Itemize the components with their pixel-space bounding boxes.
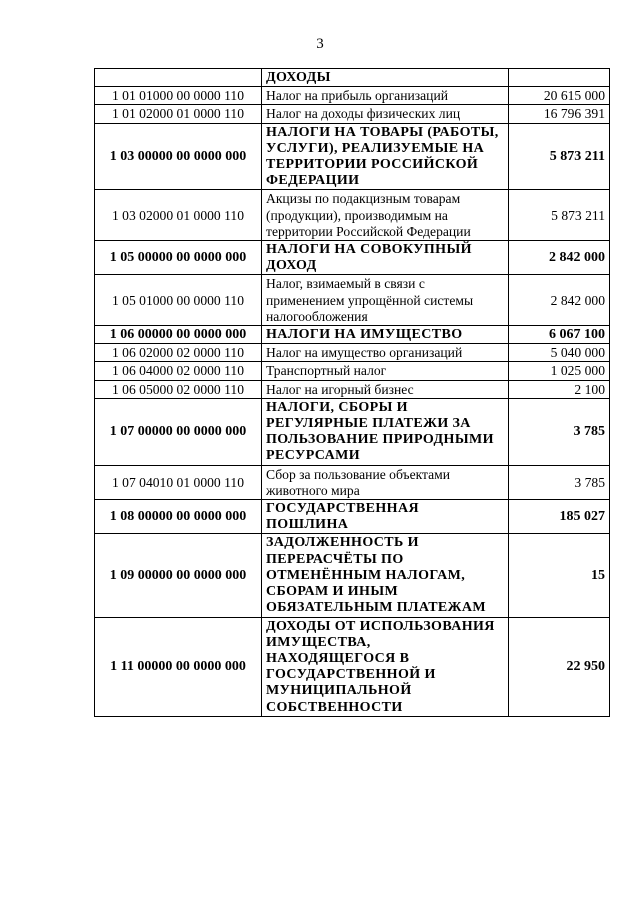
row-name: ДОХОДЫ [262, 69, 509, 87]
row-amount: 3 785 [509, 465, 610, 499]
table-row [95, 326, 610, 344]
row-amount: 22 950 [509, 617, 610, 716]
table-row [95, 105, 610, 123]
table-row [95, 69, 610, 87]
row-amount: 2 842 000 [509, 241, 610, 275]
row-amount: 185 027 [509, 500, 610, 534]
row-name: ДОХОДЫ ОТ ИСПОЛЬЗОВАНИЯ ИМУЩЕСТВА, НАХОДЯЩЕГОСЯ В ГОСУДАРСТВЕННОЙ И МУНИЦИПАЛЬНОЙ СОБСТВЕННОСТИ [262, 617, 509, 716]
row-amount: 5 873 211 [509, 123, 610, 190]
row-amount: 15 [509, 534, 610, 617]
table-body [95, 69, 610, 717]
row-name: Налог на игорный бизнес [262, 380, 509, 398]
table-row [95, 398, 610, 465]
row-amount [509, 69, 610, 87]
row-amount: 2 842 000 [509, 275, 610, 326]
row-amount: 5 873 211 [509, 190, 610, 241]
table-row [95, 344, 610, 362]
table-row [95, 241, 610, 275]
table-row [95, 534, 610, 617]
row-amount: 5 040 000 [509, 344, 610, 362]
table-row [95, 362, 610, 380]
table-row [95, 275, 610, 326]
page-number: 3 [316, 36, 324, 52]
budget-revenue-table [94, 68, 610, 717]
row-code: 1 05 01000 00 0000 110 [95, 275, 262, 326]
table-row [95, 500, 610, 534]
row-code: 1 07 04010 01 0000 110 [95, 465, 262, 499]
row-name: Сбор за пользование объектами животного мира [262, 465, 509, 499]
row-name: ЗАДОЛЖЕННОСТЬ И ПЕРЕРАСЧЁТЫ ПО ОТМЕНЁННЫМ НАЛОГАМ, СБОРАМ И ИНЫМ ОБЯЗАТЕЛЬНЫМ ПЛАТЕЖАМ [262, 534, 509, 617]
row-code: 1 07 00000 00 0000 000 [95, 398, 262, 465]
row-code: 1 01 01000 00 0000 110 [95, 87, 262, 105]
table-row [95, 465, 610, 499]
row-name: НАЛОГИ, СБОРЫ И РЕГУЛЯРНЫЕ ПЛАТЕЖИ ЗА ПОЛЬЗОВАНИЕ ПРИРОДНЫМИ РЕСУРСАМИ [262, 398, 509, 465]
row-code: 1 03 00000 00 0000 000 [95, 123, 262, 190]
row-code: 1 03 02000 01 0000 110 [95, 190, 262, 241]
table-row [95, 617, 610, 716]
table-row [95, 87, 610, 105]
row-amount: 16 796 391 [509, 105, 610, 123]
table-row [95, 190, 610, 241]
row-code: 1 08 00000 00 0000 000 [95, 500, 262, 534]
table-row [95, 123, 610, 190]
row-name: Налог на имущество организаций [262, 344, 509, 362]
row-code: 1 06 05000 02 0000 110 [95, 380, 262, 398]
row-amount: 3 785 [509, 398, 610, 465]
row-name: НАЛОГИ НА СОВОКУПНЫЙ ДОХОД [262, 241, 509, 275]
row-code: 1 01 02000 01 0000 110 [95, 105, 262, 123]
row-name: ГОСУДАРСТВЕННАЯ ПОШЛИНА [262, 500, 509, 534]
row-amount: 6 067 100 [509, 326, 610, 344]
row-name: Налог, взимаемый в связи с применением упрощённой системы налогообложения [262, 275, 509, 326]
row-name: Налог на прибыль организаций [262, 87, 509, 105]
row-name: НАЛОГИ НА ТОВАРЫ (РАБОТЫ, УСЛУГИ), РЕАЛИЗУЕМЫЕ НА ТЕРРИТОРИИ РОССИЙСКОЙ ФЕДЕРАЦИИ [262, 123, 509, 190]
row-name: Налог на доходы физических лиц [262, 105, 509, 123]
row-amount: 20 615 000 [509, 87, 610, 105]
row-name: НАЛОГИ НА ИМУЩЕСТВО [262, 326, 509, 344]
row-code [95, 69, 262, 87]
row-code: 1 06 02000 02 0000 110 [95, 344, 262, 362]
row-name: Транспортный налог [262, 362, 509, 380]
row-name: Акцизы по подакцизным товарам (продукции), производимым на территории Российской Федерации [262, 190, 509, 241]
row-amount: 2 100 [509, 380, 610, 398]
row-code: 1 11 00000 00 0000 000 [95, 617, 262, 716]
table-row [95, 380, 610, 398]
row-amount: 1 025 000 [509, 362, 610, 380]
row-code: 1 06 04000 02 0000 110 [95, 362, 262, 380]
row-code: 1 06 00000 00 0000 000 [95, 326, 262, 344]
row-code: 1 09 00000 00 0000 000 [95, 534, 262, 617]
row-code: 1 05 00000 00 0000 000 [95, 241, 262, 275]
